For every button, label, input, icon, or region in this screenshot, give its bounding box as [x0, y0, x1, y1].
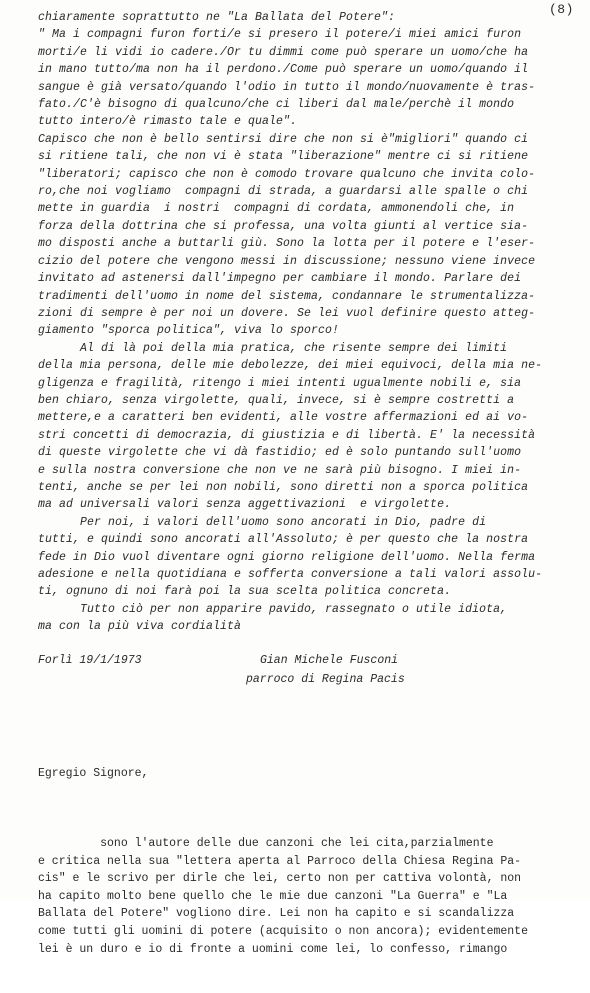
text-line: in mano tutto/ma non ha il perdono./Come può sperare un uomo/quando il	[38, 63, 529, 77]
reply-text-line: come tutti gli uomini di potere (acquisito o non ancora); evidentemente	[38, 924, 528, 938]
text-line: giamento "sporca politica", viva lo sporco!	[38, 324, 340, 338]
reply-paragraph	[38, 835, 588, 958]
text-line: tutto intero/è rimasto tale e quale".	[38, 115, 298, 129]
text-line: di queste virgolette che vi dà fastidio; ed è solo puntando sull'uomo	[38, 446, 522, 460]
page-number: (8)	[549, 2, 574, 17]
reply-letter-body	[38, 730, 588, 993]
text-line: Al di là poi della mia pratica, che risente sempre dei limiti	[38, 341, 508, 355]
reply-salutation: Egregio Signore,	[38, 767, 149, 781]
text-line: mo disposti anche a buttarli giù. Sono la lotta per il potere e l'eser-	[38, 237, 536, 251]
text-line: "liberatori; capisco che non è comodo trovare qualcuno che invita colo-	[38, 167, 536, 181]
priest-letter-body	[38, 9, 588, 636]
text-line: fato./C'è bisogno di qualcuno/che ci liberi dal male/perchè il mondo	[38, 98, 515, 112]
reply-text-line: lei è un duro e io di fronte a uomini come lei, lo confesso, rimango	[38, 942, 508, 956]
text-line: " Ma i compagni furon forti/e si presero il potere/i miei amici furon	[38, 28, 522, 42]
text-line: sangue è già versato/quando l'odio in tutto il mondo/nuovamente è tras-	[38, 80, 536, 94]
text-line: mette in guardia i nostri compagni di cordata, ammonendoli che, in	[38, 202, 515, 216]
text-line: Tutto ciò per non apparire pavido, rassegnato o utile idiota,	[38, 602, 508, 616]
text-line: tenti, anche se per lei non nobili, sono diretti non a sporca politica	[38, 480, 529, 494]
text-line: ma ad universali valori senza aggettivazioni e virgolette.	[38, 498, 452, 512]
text-line: Per noi, i valori dell'uomo sono ancorati in Dio, padre di	[38, 515, 487, 529]
text-line: ro,che noi vogliamo compagni di strada, a guardarsi alle spalle o chi	[38, 185, 529, 199]
text-line: ma con la più viva cordialità	[38, 620, 242, 634]
text-line: cizio del potere che vengono messi in discussione; nessuno viene invece	[38, 254, 536, 268]
text-line: zioni di sempre è per noi un dovere. Se lei vuol definire questo atteg-	[38, 306, 536, 320]
text-line: ti, ognuno di noi farà poi la sua scelta politica concreta.	[38, 585, 452, 599]
reply-text-line: Ballata del Potere" vogliono dire. Lei non ha capito e si scandalizza	[38, 907, 515, 921]
text-line: ben chiaro, senza virgolette, quali, invece, si è sempre costretti a	[38, 393, 515, 407]
text-line: tradimenti dell'uomo in nome del sistema, condannare le strumentalizza-	[38, 289, 536, 303]
text-line: e sulla nostra conversione che non ve ne sarà più bisogno. I miei in-	[38, 463, 522, 477]
text-line: si ritiene tali, che non vi è stata "liberazione" mentre ci si ritiene	[38, 150, 529, 164]
text-line: fede in Dio vuol diventare ogni giorno religione dell'uomo. Nella ferma	[38, 550, 536, 564]
letter-date: Forlì 19/1/1973	[38, 654, 142, 667]
signature-role: parroco di Regina Pacis	[246, 673, 405, 686]
text-line: Capisco che non è bello sentirsi dire che non si è"migliori" quando ci	[38, 132, 529, 146]
text-line: stri concetti di democrazia, di giustizia e di libertà. E' la necessità	[38, 428, 536, 442]
reply-text-line: ha capito molto bene quello che le mie due canzoni "La Guerra" e "La	[38, 889, 508, 903]
reply-text-line: cis" e le scrivo per dirle che lei, certo non per cattiva volontà, non	[38, 872, 522, 886]
text-line: forza della dottrina che si professa, una volta giunti al vertice sia-	[38, 219, 529, 233]
text-line: gligenza e fragilità, ritengo i miei intenti ugualmente nobili e, sia	[38, 376, 522, 390]
text-line: invitato ad astenersi dall'impegno per cambiare il mondo. Parlare dei	[38, 272, 522, 286]
text-line: della mia persona, delle mie debolezze, dei miei equivoci, della mia ne-	[38, 359, 543, 373]
text-line: chiaramente soprattutto ne "La Ballata del Potere":	[38, 11, 396, 24]
text-line: morti/e li vidi io cadere./Or tu dimmi come può sperare un uomo/che ha	[38, 45, 529, 59]
signature-name: Gian Michele Fusconi	[260, 654, 399, 667]
reply-text-line: e critica nella sua "lettera aperta al Parroco della Chiesa Regina Pa-	[38, 854, 522, 868]
text-line: tutti, e quindi sono ancorati all'Assoluto; è per questo che la nostra	[38, 533, 529, 547]
reply-text-line: sono l'autore delle due canzoni che lei cita,parzialmente	[38, 836, 494, 850]
text-line: mettere,e a caratteri ben evidenti, alle vostre affermazioni ed ai vo-	[38, 411, 529, 425]
text-line: adesione e nella quotidiana e sofferta conversione a tali valori assolu-	[38, 568, 543, 581]
